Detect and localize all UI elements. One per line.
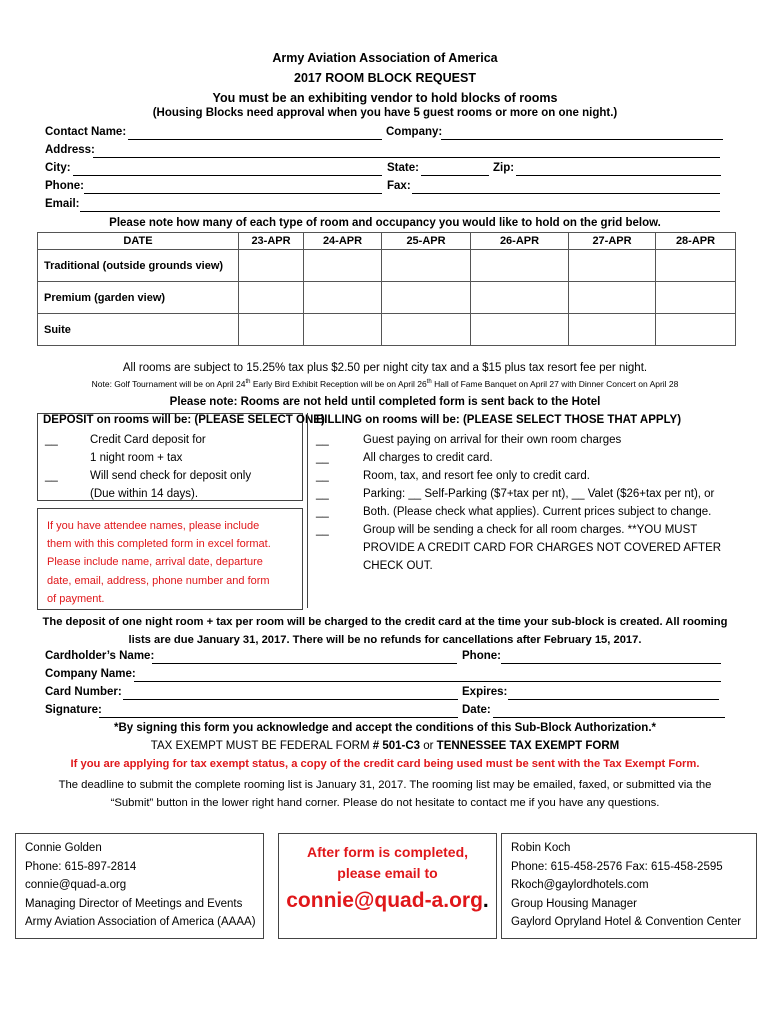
grid-header-27apr: 27-APR <box>569 233 656 250</box>
billing-option-2-label: All charges to credit card. <box>363 452 493 464</box>
deposit-option-2-label: Will send check for deposit only <box>90 470 252 482</box>
deadline-note: The deadline to submit the complete rooming list is January 31, 2017. The rooming list may be emailed, faxed, or submitted via the “Submit” button in the lower right hand corner. Please do not hesitate to contact me if you have any questions. <box>58 779 712 809</box>
zip-field[interactable] <box>516 175 721 176</box>
grid-row-traditional <box>38 250 736 282</box>
grid-row-premium <box>38 282 736 314</box>
room-type-label: Suite <box>38 314 239 346</box>
contact-name-label: Contact Name: <box>45 126 127 138</box>
fax-label: Fax: <box>387 180 411 192</box>
billing-option-6-line3: CHECK OUT. <box>363 560 433 572</box>
date-field[interactable] <box>493 717 725 718</box>
card-phone-label: Phone: <box>462 650 501 662</box>
contact-right-org: Gaylord Opryland Hotel & Convention Center <box>511 916 742 928</box>
form-subtitle: You must be an exhibiting vendor to hold blocks of rooms <box>212 91 558 105</box>
card-phone-field[interactable] <box>501 663 721 664</box>
company-name-label: Company Name: <box>45 668 136 680</box>
deposit-option-1-detail: 1 night room + tax <box>90 452 183 464</box>
deposit-option-2-detail: (Due within 14 days). <box>90 488 199 500</box>
grid-header-25apr: 25-APR <box>382 233 471 250</box>
card-number-field[interactable] <box>123 699 458 700</box>
tax-exempt-warning: If you are applying for tax exempt status, a copy of the credit card being used must be sent with the Tax Exempt Form. <box>70 758 700 770</box>
grid-row-suite <box>38 314 736 346</box>
grid-cell[interactable] <box>239 250 304 282</box>
fax-field[interactable] <box>412 193 720 194</box>
billing-option-5-label: Both. (Please check what applies). Current prices subject to change. <box>363 506 712 518</box>
grid-header-23apr: 23-APR <box>239 233 304 250</box>
card-number-label: Card Number: <box>45 686 122 698</box>
grid-header-date: DATE <box>38 233 239 250</box>
signature-field[interactable] <box>99 717 458 718</box>
cardholder-field[interactable] <box>152 663 457 664</box>
billing-option-5-check[interactable]: __ <box>316 506 329 518</box>
billing-option-6-line2: PROVIDE A CREDIT CARD FOR CHARGES NOT COVERED AFTER <box>363 542 722 554</box>
contact-right-email: Rkoch@gaylordhotels.com <box>511 879 649 891</box>
acknowledgement: *By signing this form you acknowledge and accept the conditions of this Sub-Block Authorization.* <box>113 722 657 734</box>
phone-label: Phone: <box>45 180 84 192</box>
signature-label: Signature: <box>45 704 102 716</box>
approval-note: (Housing Blocks need approval when you have 5 guest rooms or more on one night.) <box>152 107 618 119</box>
city-label: City: <box>45 162 71 174</box>
contact-box-middle: After form is completed, please email to connie@quad-a.org. <box>278 833 497 939</box>
address-label: Address: <box>45 144 95 156</box>
grid-cell[interactable] <box>656 282 736 314</box>
city-field[interactable] <box>73 175 382 176</box>
valet-check[interactable]: __ <box>571 488 585 500</box>
contact-right-role: Group Housing Manager <box>511 897 637 910</box>
tax-note: All rooms are subject to 15.25% tax plus $2.50 per night city tax and a $15 plus tax resort fee per night. <box>122 362 648 374</box>
room-type-label: Premium (garden view) <box>38 282 239 314</box>
address-field[interactable] <box>93 157 720 158</box>
org-title: Army Aviation Association of America <box>272 51 498 65</box>
tax-exempt-note: TAX EXEMPT MUST BE FEDERAL FORM # 501-C3 or TENNESSEE TAX EXEMPT FORM <box>150 740 620 752</box>
contact-box-right <box>501 833 757 939</box>
grid-cell[interactable] <box>471 282 569 314</box>
room-grid <box>37 232 736 346</box>
form-title: 2017 ROOM BLOCK REQUEST <box>294 71 476 85</box>
billing-option-2-check[interactable]: __ <box>316 452 329 464</box>
state-label: State: <box>387 162 419 174</box>
room-type-label: Traditional (outside grounds view) <box>38 250 239 282</box>
grid-header-24apr: 24-APR <box>304 233 382 250</box>
grid-cell[interactable] <box>304 314 382 346</box>
after-form-text: After form is completed, <box>306 844 469 860</box>
contact-left-phone: Phone: 615-897-2814 <box>25 860 137 873</box>
grid-header-28apr: 28-APR <box>656 233 736 250</box>
contact-left-email: connie@quad-a.org <box>25 879 127 891</box>
grid-cell[interactable] <box>569 314 656 346</box>
billing-title: BILLING on rooms will be: (PLEASE SELECT THOSE THAT APPLY) <box>316 414 682 426</box>
contact-name-field[interactable] <box>128 139 382 140</box>
grid-cell[interactable] <box>656 314 736 346</box>
company-label: Company: <box>386 126 443 138</box>
grid-cell[interactable] <box>656 250 736 282</box>
contact-left-org: Army Aviation Association of America (AAAA) <box>25 916 256 928</box>
grid-cell[interactable] <box>382 250 471 282</box>
events-note: Note: Golf Tournament will be on April 24th Early Bird Exhibit Reception will be on April 26th Hall of Fame Banquet on April 27 with Dinner Concert on April 28 <box>91 379 679 389</box>
billing-option-3-label: Room, tax, and resort fee only to credit card. <box>363 470 590 482</box>
grid-cell[interactable] <box>382 282 471 314</box>
billing-option-1-label: Guest paying on arrival for their own room charges <box>363 434 622 446</box>
billing-divider <box>307 413 308 608</box>
email-label: Email: <box>45 198 80 210</box>
grid-header-26apr: 26-APR <box>471 233 569 250</box>
email-field[interactable] <box>80 211 720 212</box>
billing-option-6-label: Group will be sending a check for all room charges. **YOU MUST <box>363 524 698 536</box>
state-field[interactable] <box>421 175 489 176</box>
contact-right-name: Robin Koch <box>511 842 571 854</box>
contact-box-left <box>15 833 264 939</box>
date-label: Date: <box>462 704 491 716</box>
contact-left-name: Connie Golden <box>25 842 102 854</box>
cardholder-label: Cardholder’s Name: <box>45 650 155 662</box>
please-email-text: please email to <box>337 865 438 881</box>
deposit-option-1-label: Credit Card deposit for <box>90 434 206 446</box>
billing-option-4-label: Parking: __ Self-Parking ($7+tax per nt), __ Valet ($26+tax per nt), or <box>363 488 715 500</box>
grid-cell[interactable] <box>471 250 569 282</box>
deposit-policy: The deposit of one night room + tax per room will be charged to the credit card at the time your sub-block is created. All rooming lists are due January 31, 2017. There will be no refunds for cancellations after February 15, 2017. <box>42 616 728 646</box>
company-field[interactable] <box>441 139 723 140</box>
grid-cell[interactable] <box>239 282 304 314</box>
grid-cell[interactable] <box>569 250 656 282</box>
billing-option-1-check[interactable]: __ <box>316 434 329 446</box>
grid-cell[interactable] <box>569 282 656 314</box>
grid-instruction: Please note how many of each type of room and occupancy you would like to hold on the grid below. <box>109 217 661 229</box>
expires-field[interactable] <box>508 699 719 700</box>
zip-label: Zip: <box>493 162 515 174</box>
grid-cell[interactable] <box>239 314 304 346</box>
grid-header-row <box>38 233 736 250</box>
submit-email-link[interactable]: connie@quad-a.org <box>286 889 483 912</box>
contact-right-phone: Phone: 615-458-2576 Fax: 615-458-2595 <box>511 860 723 873</box>
grid-cell[interactable] <box>304 282 382 314</box>
grid-cell[interactable] <box>382 314 471 346</box>
contact-left-role: Managing Director of Meetings and Events <box>25 897 243 910</box>
grid-cell[interactable] <box>471 314 569 346</box>
attendee-note: If you have attendee names, please include them with this completed form in excel format. Please include name, arrival date, departure date, email, address, phone number and form of payment. <box>47 520 271 605</box>
phone-field[interactable] <box>84 193 382 194</box>
deposit-option-1-check[interactable]: __ <box>45 434 58 446</box>
self-parking-check[interactable]: __ <box>408 488 422 500</box>
grid-cell[interactable] <box>304 250 382 282</box>
company-name-field[interactable] <box>134 681 721 682</box>
deposit-title: DEPOSIT on rooms will be: (PLEASE SELECT ONE) <box>43 414 325 426</box>
expires-label: Expires: <box>462 686 508 698</box>
hold-note: Please note: Rooms are not held until completed form is sent back to the Hotel <box>169 396 601 408</box>
billing-option-6-check[interactable]: __ <box>316 524 329 536</box>
deposit-option-2-check[interactable]: __ <box>45 470 58 482</box>
billing-option-4-check[interactable]: __ <box>316 488 329 500</box>
billing-option-3-check[interactable]: __ <box>316 470 329 482</box>
